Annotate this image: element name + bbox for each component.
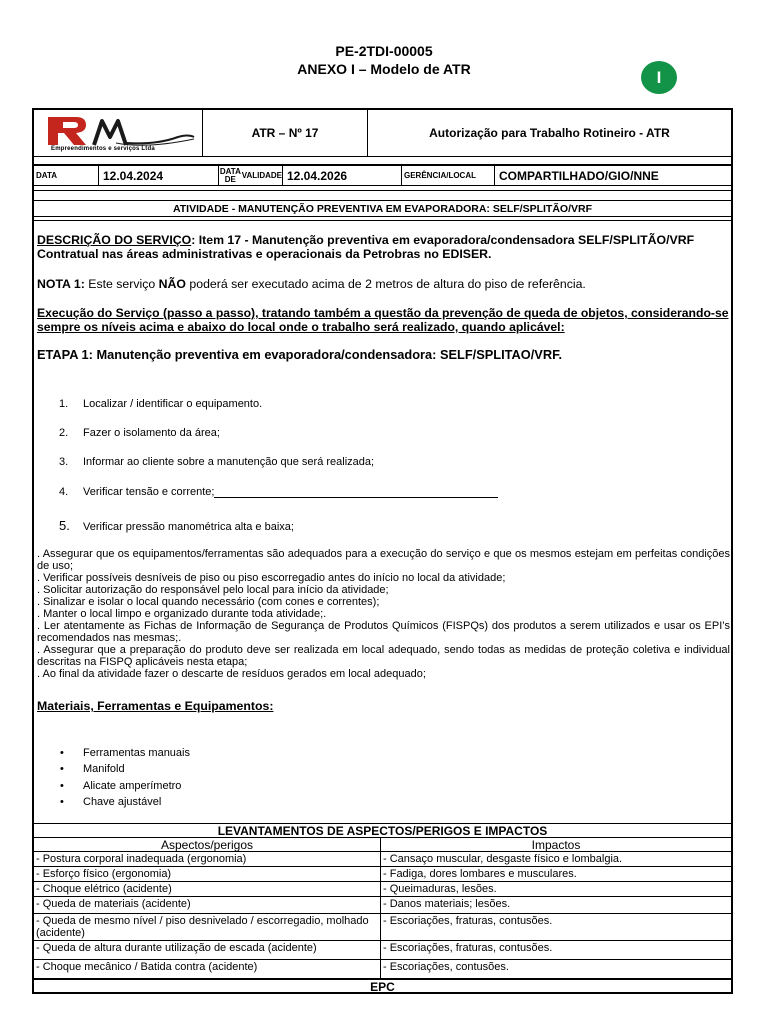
gerencia-value: COMPARTILHADO/GIO/NNE — [499, 168, 659, 183]
aspect-cell: - Choque mecânico / Batida contra (acidente) — [34, 960, 381, 978]
step-item — [59, 427, 220, 439]
atr-number: ATR – Nº 17 — [203, 110, 368, 156]
column-header-impacts: Impactos — [531, 838, 581, 852]
gerencia-label: GERÊNCIA/LOCAL — [402, 166, 495, 185]
validade-value: 12.04.2026 — [283, 166, 402, 185]
divider — [34, 220, 731, 221]
step-number: 4. — [59, 486, 69, 498]
form-title: Autorização para Trabalho Rotineiro - ATR — [429, 126, 670, 140]
validade-label-line1: DATA DE — [219, 166, 241, 184]
atr-form — [32, 108, 733, 994]
activity-title: ATIVIDADE - MANUTENÇÃO PREVENTIVA EM EVAPORADORA: SELF/SPLITÃO/VRF — [34, 200, 731, 217]
step-item — [59, 486, 498, 498]
impact-cell: - Fadiga, dores lombares e musculares. — [383, 868, 577, 880]
service-description — [37, 233, 730, 261]
description-text: : Item 17 - Manutenção preventiva em evaporadora/condensadora SELF/SPLITÃO/VRF Contratual nas áreas administrativas e operacionais da Petrobras no EDISER. — [37, 233, 695, 261]
nota-text-after: poderá ser executado acima de 2 metros de altura do piso de referência. — [185, 277, 586, 291]
aspect-cell: - Esforço físico (ergonomia) — [34, 867, 381, 881]
rule-item: . Ler atentamente as Fichas de Informação de Segurança de Produtos Químicos (FISPQs) dos produtos a serem utilizados e usar os EPI’s recomendados nas mesmas;. — [37, 620, 730, 644]
rule-item: . Verificar possíveis desníveis de piso ou piso escorregadio antes do início no local da atividade; — [37, 572, 506, 584]
nota-text-before: Este serviço — [84, 277, 159, 291]
impact-cell: - Danos materiais; lesões. — [383, 898, 511, 910]
rule-item: . Ao final da atividade fazer o descarte de resíduos gerados em local adequado; — [37, 668, 426, 680]
etapa-title: ETAPA 1: Manutenção preventiva em evaporadora/condensadora: SELF/SPLITAO/VRF. — [37, 347, 563, 362]
step-number: 2. — [59, 427, 69, 439]
step-text: Localizar / identificar o equipamento. — [83, 398, 263, 410]
table-row — [34, 941, 731, 960]
table-row — [34, 897, 731, 914]
rm-logo-icon — [46, 115, 196, 147]
divider — [34, 190, 731, 191]
step-item — [59, 518, 294, 533]
blank-line — [214, 487, 498, 498]
aspect-cell: - Queda de materiais (acidente) — [34, 897, 381, 913]
rule-item: . Manter o local limpo e organizado durante toda atividade;. — [37, 608, 327, 620]
column-header-aspects: Aspectos/perigos — [34, 838, 381, 851]
document-annex-title: ANEXO I – Modelo de ATR — [297, 61, 471, 77]
step-text: Informar ao cliente sobre a manutenção que será realizada; — [83, 456, 375, 468]
table-row — [34, 867, 731, 882]
impact-cell: - Escoriações, fraturas, contusões. — [383, 942, 553, 954]
aspects-table-title: LEVANTAMENTOS DE ASPECTOS/PERIGOS E IMPACTOS — [34, 824, 731, 838]
materials-title: Materiais, Ferramentas e Equipamentos: — [37, 699, 274, 713]
date-row — [34, 165, 731, 186]
rule-item: . Solicitar autorização do responsável pelo local para início da atividade; — [37, 584, 389, 596]
materials-list — [60, 745, 190, 810]
description-label: DESCRIÇÃO DO SERVIÇO — [37, 233, 192, 247]
impact-cell: - Cansaço muscular, desgaste físico e lombalgia. — [383, 853, 623, 865]
list-item: • Chave ajustável — [60, 794, 190, 810]
step-text: Verificar tensão e corrente; — [83, 486, 215, 498]
table-row — [34, 852, 731, 867]
rule-item: . Assegurar que os equipamentos/ferramentas são adequados para a execução do serviço e que os mesmos estejam em perfeitas condições de uso; — [37, 548, 730, 572]
aspects-table-header — [34, 838, 731, 852]
aspects-table — [34, 823, 731, 994]
validade-label-line2: VALIDADE — [241, 170, 282, 180]
safety-rules — [37, 548, 730, 680]
step-text: Fazer o isolamento da área; — [83, 427, 220, 439]
execution-heading: Execução do Serviço (passo a passo), tratando também a questão da prevenção de queda de objetos, considerando-se sempre os níveis acima e abaixo do local onde o trabalho será realizado, quando aplicável: — [37, 306, 729, 334]
nota-emphasis: NÃO — [158, 277, 186, 291]
step-number: 1. — [59, 398, 69, 410]
step-item — [59, 398, 262, 410]
impact-cell: - Escoriações, contusões. — [383, 961, 509, 973]
status-badge: I — [641, 61, 677, 94]
data-label: DATA — [34, 166, 99, 185]
data-value: 12.04.2024 — [99, 166, 219, 185]
step-number: 3. — [59, 456, 69, 468]
table-row — [34, 882, 731, 897]
epc-section-title: EPC — [34, 979, 731, 994]
aspect-cell: - Queda de mesmo nível / piso desnivelado / escorregadio, molhado (acidente) — [34, 914, 381, 940]
header-row — [34, 110, 731, 157]
document-code: PE-2TDI-00005 — [335, 43, 433, 59]
logo-subtitle: Empreendimentos e serviços Ltda — [51, 146, 155, 152]
impact-cell: - Queimaduras, lesões. — [383, 883, 497, 895]
rule-item: . Sinalizar e isolar o local quando necessário (com cones e correntes); — [37, 596, 380, 608]
step-item — [59, 456, 374, 468]
list-item: • Alicate amperímetro — [60, 778, 190, 794]
list-item: • Manifold — [60, 761, 190, 777]
table-row — [34, 914, 731, 941]
rule-item: . Assegurar que a preparação do produto deve ser realizada em local adequado, sendo todas as medidas de proteção coletiva e individual descritas na FISPQ aplicáveis nesta etapa; — [37, 644, 730, 668]
nota-label: NOTA 1: — [37, 277, 85, 291]
aspect-cell: - Choque elétrico (acidente) — [34, 882, 381, 896]
aspect-cell: - Postura corporal inadequada (ergonomia) — [34, 852, 381, 866]
table-row — [34, 960, 731, 979]
list-item: • Ferramentas manuais — [60, 745, 190, 761]
step-number: 5. — [59, 518, 70, 533]
step-text: Verificar pressão manométrica alta e baixa; — [83, 521, 294, 533]
company-logo — [34, 110, 203, 156]
aspect-cell: - Queda de altura durante utilização de escada (acidente) — [34, 941, 381, 959]
impact-cell: - Escoriações, fraturas, contusões. — [383, 915, 553, 927]
validade-label — [219, 166, 283, 185]
nota-1 — [37, 277, 730, 291]
